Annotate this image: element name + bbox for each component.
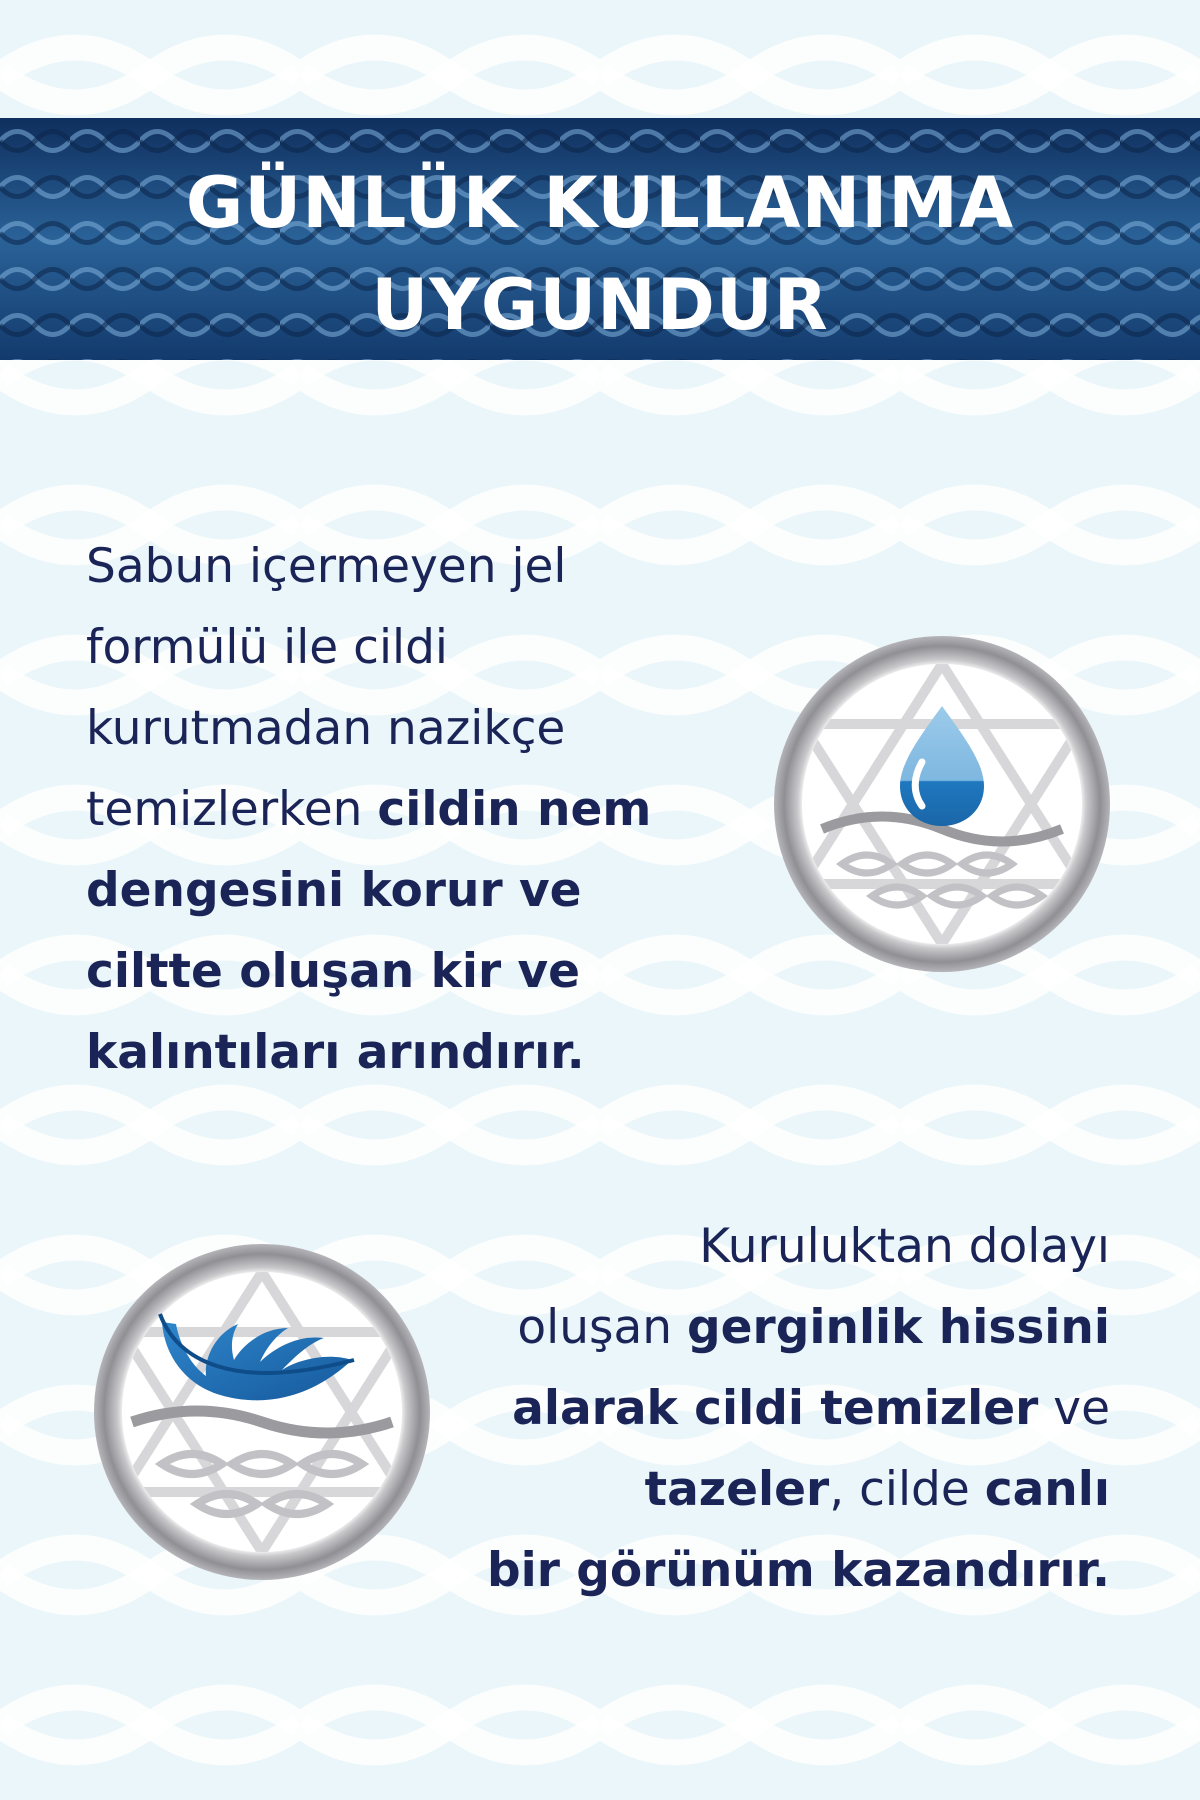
text-line: Sabun içermeyen jel xyxy=(86,539,567,594)
banner-title-line1: GÜNLÜK KULLANIMA xyxy=(185,162,1015,244)
text-line xyxy=(430,1368,1110,1449)
text-bold: alarak cildi temizler xyxy=(512,1381,1039,1436)
text-line xyxy=(86,1012,726,1093)
text-regular: temizlerken xyxy=(86,782,378,837)
text-line: formülü ile cildi xyxy=(86,620,448,675)
text-regular: oluşan xyxy=(517,1300,688,1355)
text-bold: dengesini korur ve xyxy=(86,863,582,918)
text-line xyxy=(430,1530,1110,1611)
text-line: kurutmadan nazikçe xyxy=(86,701,566,756)
text-line xyxy=(430,1287,1110,1368)
benefit-text-1 xyxy=(86,526,726,1093)
text-line xyxy=(86,769,726,850)
text-bold: tazeler xyxy=(644,1462,830,1517)
text-bold: cildin nem xyxy=(377,782,652,837)
text-bold: bir görünüm kazandırır. xyxy=(486,1543,1110,1598)
benefit-text-2 xyxy=(430,1206,1110,1611)
text-bold: gerginlik hissini xyxy=(687,1300,1110,1355)
banner-title xyxy=(0,152,1200,356)
text-regular: , cilde xyxy=(829,1462,985,1517)
feather-icon xyxy=(92,1242,432,1582)
text-line xyxy=(430,1449,1110,1530)
water-drop-icon xyxy=(772,634,1112,974)
text-regular: ve xyxy=(1038,1381,1110,1436)
text-bold: kalıntıları arındırır. xyxy=(86,1025,585,1080)
text-line xyxy=(86,931,726,1012)
text-line: Kuruluktan dolayı xyxy=(699,1219,1110,1274)
text-bold: canlı xyxy=(984,1462,1110,1517)
banner-title-line2: UYGUNDUR xyxy=(371,264,829,346)
text-line xyxy=(86,850,726,931)
text-bold: ciltte oluşan kir ve xyxy=(86,944,581,999)
header-banner xyxy=(0,118,1200,360)
